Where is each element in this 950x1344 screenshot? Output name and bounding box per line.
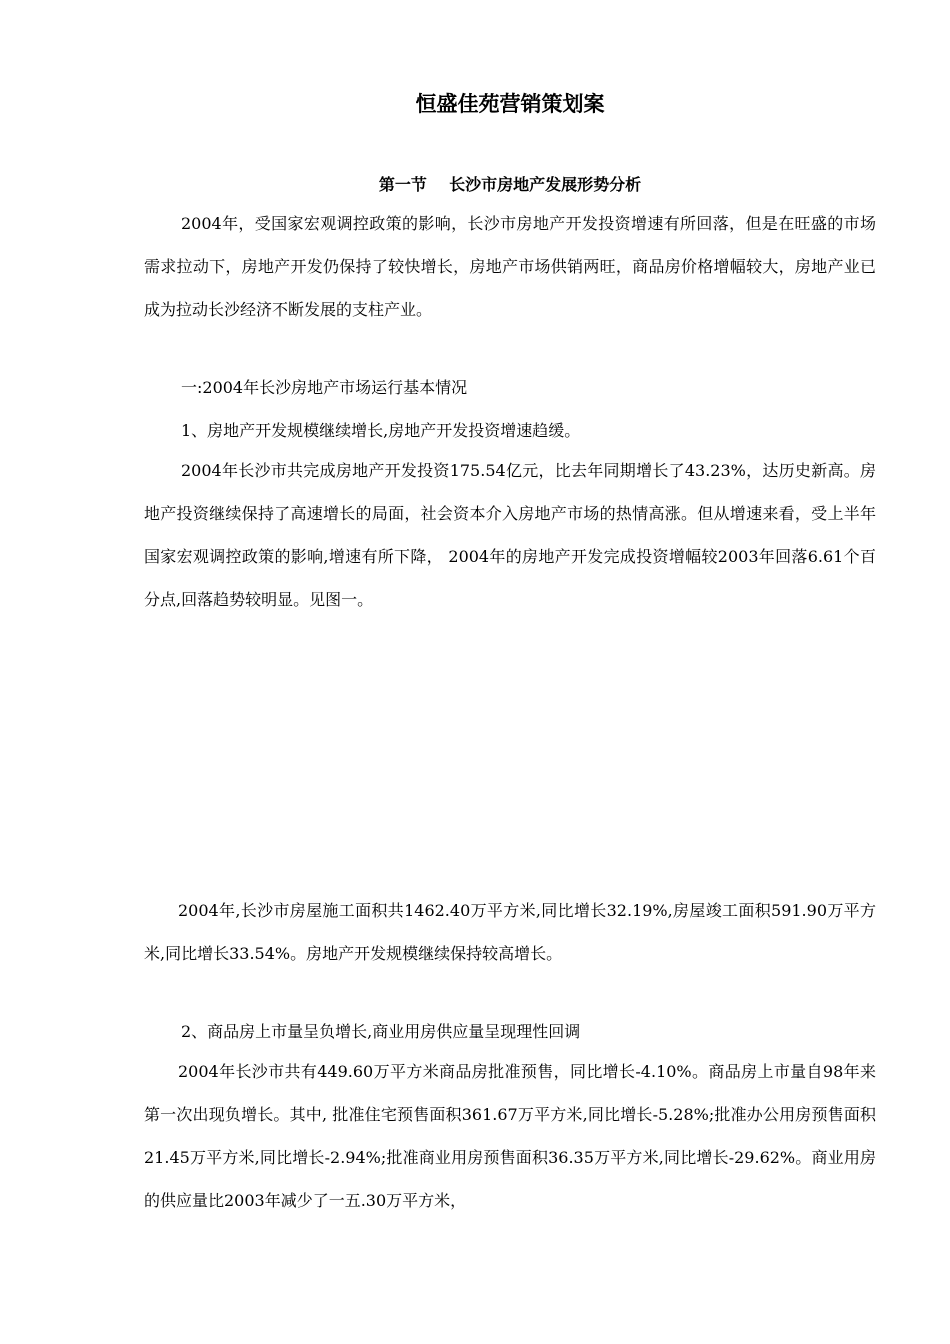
item-heading-1: 1、房地产开发规模继续增长,房地产开发投资增速趋缓。 bbox=[181, 421, 581, 440]
item-heading-2: 2、商品房上市量呈负增长,商业用房供应量呈现理性回调 bbox=[181, 1022, 581, 1041]
document-title: 恒盛佳苑营销策划案 bbox=[415, 92, 605, 116]
section-title: 第一节 长沙市房地产发展形势分析 bbox=[378, 175, 642, 194]
item-1-paragraph-2: 2004年,长沙市房屋施工面积共1462.40万平方米,同比增长32.19%,房屋竣工面积591.90万平方米,同比增长33.54%。房地产开发规模继续保持较高增长。 bbox=[144, 901, 876, 963]
part-heading: 一:2004年长沙房地产市场运行基本情况 bbox=[181, 378, 468, 397]
intro-paragraph: 2004年，受国家宏观调控政策的影响，长沙市房地产开发投资增速有所回落，但是在旺盛的市场需求拉动下，房地产开发仍保持了较快增长，房地产市场供销两旺，商品房价格增幅较大，房地产业已成为拉动长沙经济不断发展的支柱产业。 bbox=[144, 214, 876, 319]
item-1-paragraph: 2004年长沙市共完成房地产开发投资175.54亿元，比去年同期增长了43.23%，达历史新高。房地产投资继续保持了高速增长的局面，社会资本介入房地产市场的热情高涨。但从增速来看，受上半年国家宏观调控政策的影响,增速有所下降， 2004年的房地产开发完成投资增幅较2003年回落6.61个百分点,回落趋势较明显。见图一。 bbox=[144, 461, 876, 609]
figure-placeholder bbox=[144, 630, 876, 880]
item-2-paragraph: 2004年长沙市共有449.60万平方米商品房批准预售，同比增长-4.10%。商品房上市量自98年来第一次出现负增长。其中, 批准住宅预售面积361.67万平方米,同比增长-5.28%;批准办公用房预售面积21.45万平方米,同比增长-2.94%;批准商业用房预售面积36.35万平方米,同比增长-29.62%。商业用房的供应量比2003年减少了一五.30万平方米， bbox=[144, 1062, 876, 1210]
